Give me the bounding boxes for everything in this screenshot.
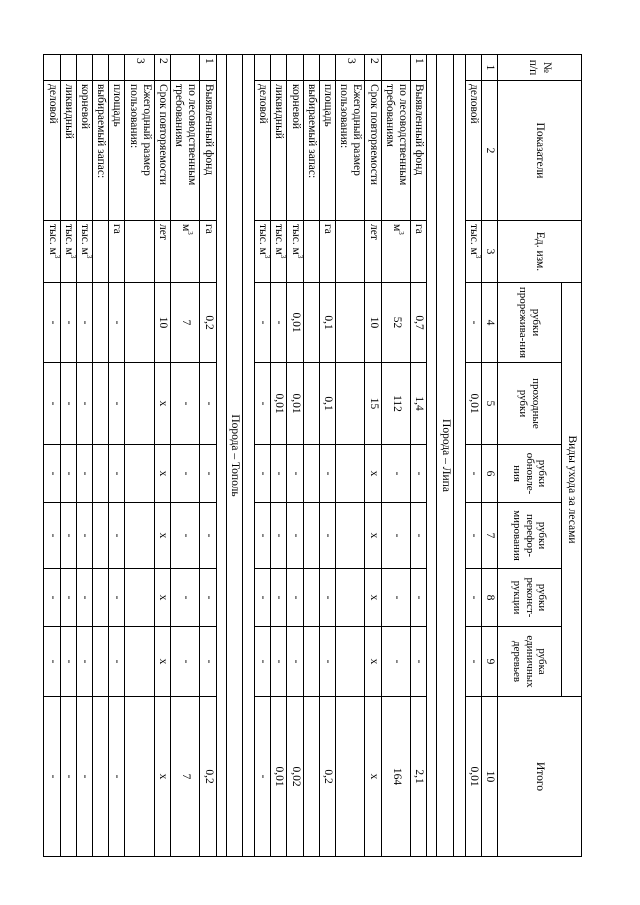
spacer-cell: [216, 55, 226, 857]
cell-value: х: [154, 627, 170, 697]
cell-value: [92, 363, 108, 445]
row-label: деловой: [44, 81, 60, 221]
cell-value: -: [465, 445, 481, 503]
cell-value: 0,01: [287, 363, 303, 445]
cell-value: -: [254, 283, 270, 363]
unit-base: м: [390, 224, 403, 232]
header-unit: Ед. изм.: [498, 221, 582, 283]
cell-value: -: [171, 363, 200, 445]
row-unit: [319, 221, 335, 283]
row-label: ликвидный: [271, 81, 287, 221]
table-row: [303, 55, 319, 857]
cell-value: -: [76, 363, 92, 445]
cell-value: [336, 627, 365, 697]
cell-value: -: [465, 283, 481, 363]
row-label: деловой: [254, 81, 270, 221]
cell-value: [303, 445, 319, 503]
row-unit: [254, 221, 270, 283]
cell-value: -: [411, 627, 427, 697]
row-label: деловой: [465, 81, 481, 221]
cell-value: -: [381, 445, 410, 503]
cell-value: 52: [381, 283, 410, 363]
section-title-row: [226, 55, 242, 857]
cell-value: [92, 627, 108, 697]
unit-superscript: 3: [295, 254, 304, 259]
row-label: площадь: [319, 81, 335, 221]
cell-value: [303, 627, 319, 697]
unit-superscript: 3: [473, 254, 482, 259]
row-unit: [109, 221, 125, 283]
row-unit: [465, 221, 481, 283]
row-unit: [76, 221, 92, 283]
row-unit: [171, 221, 200, 283]
cell-value: -: [287, 627, 303, 697]
unit-superscript: 3: [262, 254, 271, 259]
row-number: [109, 55, 125, 81]
row-unit: [303, 221, 319, 283]
cell-value: -: [381, 627, 410, 697]
cell-value: [303, 283, 319, 363]
row-number: 1: [200, 55, 216, 81]
cell-value: [336, 445, 365, 503]
header-thinning-light: рубки прорежива-ния: [498, 283, 562, 363]
header-thinning-pass: проходные рубки: [498, 363, 562, 445]
cell-value: -: [76, 569, 92, 627]
row-number: 2: [154, 55, 170, 81]
unit-base: тыс. м: [467, 224, 480, 255]
column-number: 1: [481, 55, 497, 81]
table-row: [109, 55, 125, 857]
section-title-row: [437, 55, 453, 857]
cell-value: 0,1: [319, 283, 335, 363]
cell-value: [303, 569, 319, 627]
cell-value: х: [154, 363, 170, 445]
unit-superscript: 3: [68, 254, 77, 259]
cell-value: 0,2: [200, 283, 216, 363]
cell-value: -: [200, 627, 216, 697]
table-row: [336, 55, 365, 857]
cell-value: -: [60, 627, 76, 697]
unit-superscript: 3: [396, 231, 405, 235]
cell-value: [125, 363, 154, 445]
cell-value: 0,01: [271, 363, 287, 445]
cell-value: х: [154, 445, 170, 503]
cell-value: [92, 503, 108, 569]
cell-value: -: [60, 697, 76, 857]
cell-value: х: [365, 445, 381, 503]
row-label: по лесоводственным требованиям: [171, 81, 200, 221]
cell-value: -: [254, 503, 270, 569]
cell-value: -: [411, 445, 427, 503]
unit-superscript: 3: [185, 231, 194, 235]
cell-value: -: [319, 503, 335, 569]
table-header: [481, 55, 581, 857]
cell-value: -: [76, 627, 92, 697]
row-label: корневой: [287, 81, 303, 221]
cell-value: 0,01: [287, 283, 303, 363]
unit-base: тыс. м: [62, 224, 75, 255]
row-label: выбираемый запас:: [92, 81, 108, 221]
row-unit: [60, 221, 76, 283]
cell-value: -: [271, 569, 287, 627]
cell-value: -: [60, 283, 76, 363]
table-row: [44, 55, 60, 857]
cell-value: [336, 697, 365, 857]
cell-value: -: [44, 445, 60, 503]
row-number: 3: [336, 55, 365, 81]
row-number: [381, 55, 410, 81]
cell-value: -: [109, 363, 125, 445]
cell-value: х: [154, 569, 170, 627]
cell-value: -: [171, 445, 200, 503]
cell-value: х: [365, 503, 381, 569]
row-label: корневой: [76, 81, 92, 221]
row-label: Выявленный фонд: [411, 81, 427, 221]
cell-value: 0,01: [271, 697, 287, 857]
cell-value: -: [60, 363, 76, 445]
spacer-row: [427, 55, 437, 857]
unit-superscript: 3: [52, 254, 61, 259]
row-unit: [365, 221, 381, 283]
table-row: [365, 55, 381, 857]
column-number: 2: [481, 81, 497, 221]
cell-value: -: [287, 569, 303, 627]
cell-value: -: [76, 445, 92, 503]
table-row: [465, 55, 481, 857]
unit-base: га: [202, 224, 215, 234]
cell-value: [125, 283, 154, 363]
table-row: [200, 55, 216, 857]
column-number: 4: [481, 283, 497, 363]
row-label: Ежегодный размер пользования:: [125, 81, 154, 221]
unit-base: тыс. м: [46, 224, 59, 255]
cell-value: -: [254, 569, 270, 627]
header-total: Итого: [498, 697, 582, 857]
unit-base: тыс. м: [257, 224, 270, 255]
cell-value: 0,2: [200, 697, 216, 857]
table-row: [287, 55, 303, 857]
spacer-row: [242, 55, 254, 857]
cell-value: [92, 283, 108, 363]
row-unit: [154, 221, 170, 283]
cell-value: 10: [154, 283, 170, 363]
cell-value: -: [60, 445, 76, 503]
cell-value: -: [200, 569, 216, 627]
row-unit: [381, 221, 410, 283]
cell-value: -: [465, 503, 481, 569]
cell-value: -: [319, 627, 335, 697]
row-unit: [271, 221, 287, 283]
spacer-row: [453, 55, 465, 857]
cell-value: [92, 569, 108, 627]
spacer-cell: [453, 55, 465, 857]
row-number: [44, 55, 60, 81]
header-reconstr: рубки реконст-рукции: [498, 569, 562, 627]
unit-base: га: [322, 224, 335, 234]
column-number: 9: [481, 627, 497, 697]
cell-value: [303, 503, 319, 569]
cell-value: -: [171, 503, 200, 569]
header-care-types: Виды ухода за лесами: [562, 283, 582, 697]
unit-base: м: [179, 224, 192, 232]
cell-value: -: [411, 503, 427, 569]
cell-value: -: [171, 627, 200, 697]
cell-value: -: [200, 503, 216, 569]
cell-value: -: [200, 363, 216, 445]
column-number: 5: [481, 363, 497, 445]
cell-value: [303, 697, 319, 857]
cell-value: -: [287, 503, 303, 569]
cell-value: -: [44, 569, 60, 627]
cell-value: 7: [171, 283, 200, 363]
row-unit: [125, 221, 154, 283]
unit-base: тыс. м: [78, 224, 91, 255]
cell-value: 0,01: [465, 697, 481, 857]
row-number: 3: [125, 55, 154, 81]
header-no: № п/п: [498, 55, 582, 81]
cell-value: -: [60, 503, 76, 569]
row-number: 2: [365, 55, 381, 81]
cell-value: х: [365, 569, 381, 627]
section-title: Порода – Тополь: [226, 55, 242, 857]
cell-value: -: [381, 569, 410, 627]
section-title: Порода – Липа: [437, 55, 453, 857]
cell-value: [92, 697, 108, 857]
table-row: [171, 55, 200, 857]
cell-value: -: [200, 445, 216, 503]
row-label: Выявленный фонд: [200, 81, 216, 221]
cell-value: -: [44, 697, 60, 857]
row-unit: [336, 221, 365, 283]
cell-value: -: [44, 283, 60, 363]
cell-value: -: [465, 627, 481, 697]
row-number: [303, 55, 319, 81]
cell-value: -: [109, 697, 125, 857]
table-row: [411, 55, 427, 857]
cell-value: х: [154, 697, 170, 857]
cell-value: -: [254, 627, 270, 697]
row-label: ликвидный: [60, 81, 76, 221]
header-indicator: Показатели: [498, 81, 582, 221]
cell-value: [336, 569, 365, 627]
row-unit: [200, 221, 216, 283]
row-unit: [92, 221, 108, 283]
cell-value: 1,4: [411, 363, 427, 445]
table-row: [381, 55, 410, 857]
unit-base: тыс. м: [273, 224, 286, 255]
cell-value: [125, 503, 154, 569]
rotated-table-wrapper: [46, 54, 582, 856]
row-unit: [411, 221, 427, 283]
cell-value: -: [44, 363, 60, 445]
cell-value: 164: [381, 697, 410, 857]
cell-value: -: [254, 363, 270, 445]
table-body: [44, 55, 481, 857]
cell-value: -: [319, 569, 335, 627]
table-row: [60, 55, 76, 857]
cell-value: -: [109, 283, 125, 363]
cell-value: 0,02: [287, 697, 303, 857]
cell-value: -: [76, 697, 92, 857]
spacer-row: [216, 55, 226, 857]
cell-value: -: [76, 503, 92, 569]
cell-value: -: [411, 569, 427, 627]
unit-base: лет: [367, 224, 380, 240]
row-number: [287, 55, 303, 81]
unit-base: га: [413, 224, 426, 234]
row-number: [60, 55, 76, 81]
cell-value: -: [271, 627, 287, 697]
table-row: [92, 55, 108, 857]
column-number: 10: [481, 697, 497, 857]
row-number: [254, 55, 270, 81]
cell-value: 15: [365, 363, 381, 445]
cell-value: 2,1: [411, 697, 427, 857]
unit-base: тыс. м: [289, 224, 302, 255]
column-number: 7: [481, 503, 497, 569]
cell-value: х: [365, 697, 381, 857]
cell-value: -: [381, 503, 410, 569]
row-label: Срок повторяемости: [154, 81, 170, 221]
cell-value: -: [271, 445, 287, 503]
table-row: [319, 55, 335, 857]
cell-value: [125, 445, 154, 503]
cell-value: [336, 283, 365, 363]
row-unit: [44, 221, 60, 283]
row-number: 1: [411, 55, 427, 81]
cell-value: -: [60, 569, 76, 627]
cell-value: -: [171, 569, 200, 627]
row-label: площадь: [109, 81, 125, 221]
cell-value: -: [109, 627, 125, 697]
column-number: 8: [481, 569, 497, 627]
header-reform: рубки перефор-мирования: [498, 503, 562, 569]
cell-value: [125, 569, 154, 627]
row-number: [76, 55, 92, 81]
cell-value: 7: [171, 697, 200, 857]
row-number: [319, 55, 335, 81]
cell-value: 0,01: [465, 363, 481, 445]
cell-value: -: [109, 445, 125, 503]
unit-base: лет: [157, 224, 170, 240]
cell-value: 112: [381, 363, 410, 445]
unit-base: га: [111, 224, 124, 234]
table-row: [154, 55, 170, 857]
table-row: [76, 55, 92, 857]
row-label: Срок повторяемости: [365, 81, 381, 221]
table-row: [271, 55, 287, 857]
cell-value: х: [365, 627, 381, 697]
column-number: 3: [481, 221, 497, 283]
cell-value: -: [319, 445, 335, 503]
spacer-cell: [242, 55, 254, 857]
cell-value: -: [109, 569, 125, 627]
cell-value: -: [76, 283, 92, 363]
cell-value: 0,2: [319, 697, 335, 857]
cell-value: [303, 363, 319, 445]
cell-value: [336, 503, 365, 569]
row-number: [171, 55, 200, 81]
cell-value: -: [271, 503, 287, 569]
cell-value: -: [465, 569, 481, 627]
cell-value: -: [254, 445, 270, 503]
cell-value: -: [44, 503, 60, 569]
cell-value: [125, 627, 154, 697]
forest-care-table: [43, 54, 582, 857]
column-number: 6: [481, 445, 497, 503]
spacer-cell: [427, 55, 437, 857]
column-number-row: [481, 55, 497, 857]
cell-value: [125, 697, 154, 857]
header-renewal: рубки обновле-ния: [498, 445, 562, 503]
row-label: Ежегодный размер пользования:: [336, 81, 365, 221]
row-unit: [287, 221, 303, 283]
cell-value: х: [154, 503, 170, 569]
cell-value: -: [44, 627, 60, 697]
cell-value: [336, 363, 365, 445]
cell-value: -: [271, 283, 287, 363]
row-number: [465, 55, 481, 81]
unit-superscript: 3: [279, 254, 288, 259]
unit-superscript: 3: [84, 254, 93, 259]
table-row: [125, 55, 154, 857]
cell-value: [92, 445, 108, 503]
cell-value: -: [287, 445, 303, 503]
row-label: выбираемый запас:: [303, 81, 319, 221]
cell-value: 0,7: [411, 283, 427, 363]
cell-value: 0,1: [319, 363, 335, 445]
row-label: по лесоводственным требованиям: [381, 81, 410, 221]
cell-value: 10: [365, 283, 381, 363]
table-row: [254, 55, 270, 857]
cell-value: -: [254, 697, 270, 857]
row-number: [271, 55, 287, 81]
header-single-tree: рубка единичных деревьев: [498, 627, 562, 697]
cell-value: -: [109, 503, 125, 569]
row-number: [92, 55, 108, 81]
